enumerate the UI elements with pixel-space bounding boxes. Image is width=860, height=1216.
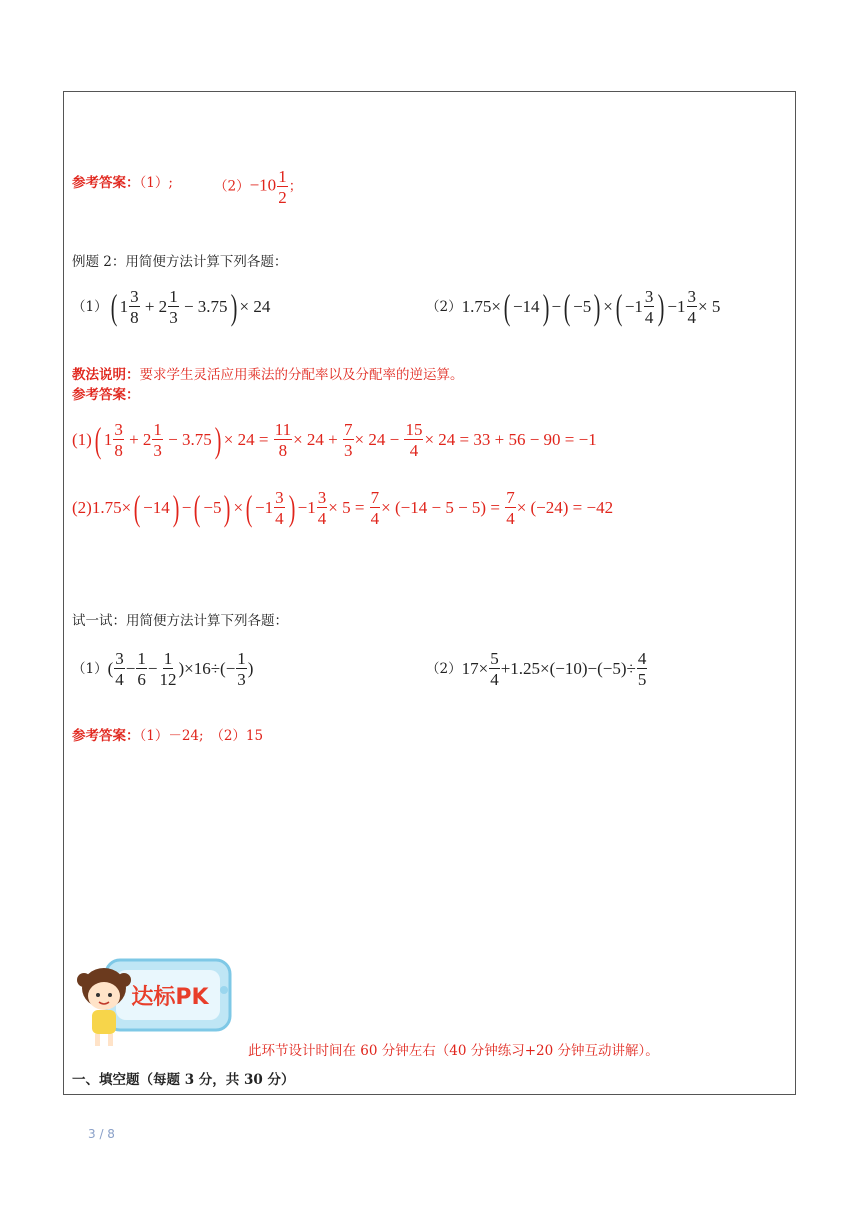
answer-value-int: −10 [249,175,277,195]
top-answer-line [72,174,173,192]
ref-answer-label: 参考答案： [72,175,140,191]
solution-1: (1) ( 1 $\frac{3}{8}$ + 2 $\frac{1}{3}$ − 3.75 ) × 24 = $\frac{11}{8}$ × 24 + $\frac{7}{3}$ × 24 − $\frac{15}{4}$ × 24 = 33 + 56 − 90 = −1 [72,420,597,460]
trial-problem-2-expression: 17× $\frac{5}{4}$ +1.25×(−10)−(−5)÷ $\frac{4}{5}$ [461,649,647,689]
solution-2: (2)1.75× ( −14 ) − ( −5 ) × ( −1 $\frac{3}{4}$ ) −1 $\frac{3}{4}$ × 5 = $\frac{7}{4}$ × (−14 − 5 − 5) = $\frac{7}{4}$ × (−24) = −42 [72,488,614,528]
badge-label: 达标PK [131,985,209,1010]
pk-badge-illustration [74,950,240,1052]
trial-answer [72,727,263,745]
answer-value-frac: $\frac{1}{2}$ [278,167,287,207]
girl-face [88,982,120,1010]
trial-problem-2: （2） 17× $\frac{5}{4}$ +1.25×(−10)−(−5)÷ $\frac{4}{5}$ [426,649,647,689]
badge-dot [220,986,228,994]
example2-problem-1: （1） ( 1 $\frac{3}{8}$ + 2 $\frac{1}{3}$ − 3.75 ) × 24 [72,287,271,327]
trial-problem-1: （1） ( $\frac{3}{4}$ − $\frac{1}{6}$ − $\frac{1}{12}$ )×16÷(− $\frac{1}{3}$ ) [72,649,254,689]
example2-title: 例题 2：用简便方法计算下列各题： [72,254,288,270]
trial-problem-1-expression: ( $\frac{3}{4}$ − $\frac{1}{6}$ − $\frac{1}{12}$ )×16÷(− $\frac{1}{3}$ ) [107,649,254,689]
example2-problem-2: （2） 1.75× ( −14 ) − ( −5 ) × ( −1 $\frac{3}{4}$ ) −1 $\frac{3}{4}$ × 5 [426,287,721,327]
trial-title: 试一试：用简便方法计算下列各题： [72,613,288,629]
answer-part-2-label: （2） [214,178,250,195]
answer-part-1: （1）; [139,175,173,191]
top-answer-part-2: （2）−10 $\frac{1}{2}$ ； [214,167,303,207]
method-label: 教法说明： [72,367,140,383]
section-title: 一、填空题（每题 3 分，共 30 分） [72,1072,295,1088]
method-text: 要求学生灵活应用乘法的分配率以及分配率的逆运算。 [139,367,464,383]
method-line [72,366,464,384]
time-note: 此环节设计时间在 60 分钟左右（40 分钟练习+20 分钟互动讲解）。 [248,1043,659,1059]
trial-answer-text: （1）－24; （2）15 [139,728,264,744]
page-number: 3 / 8 [88,1127,115,1141]
problem-1-expression: ( 1 $\frac{3}{8}$ + 2 $\frac{1}{3}$ − 3.75 ) × 24 [110,287,271,327]
girl-dress [92,1010,116,1034]
ref-answer-label-2: 参考答案： [72,387,140,403]
problem-2-expression: 1.75× ( −14 ) − ( −5 ) × ( −1 $\frac{3}{4}$ ) −1 $\frac{3}{4}$ × 5 [461,287,721,327]
trial-answer-label: 参考答案： [72,728,140,744]
content-frame [63,91,796,1095]
